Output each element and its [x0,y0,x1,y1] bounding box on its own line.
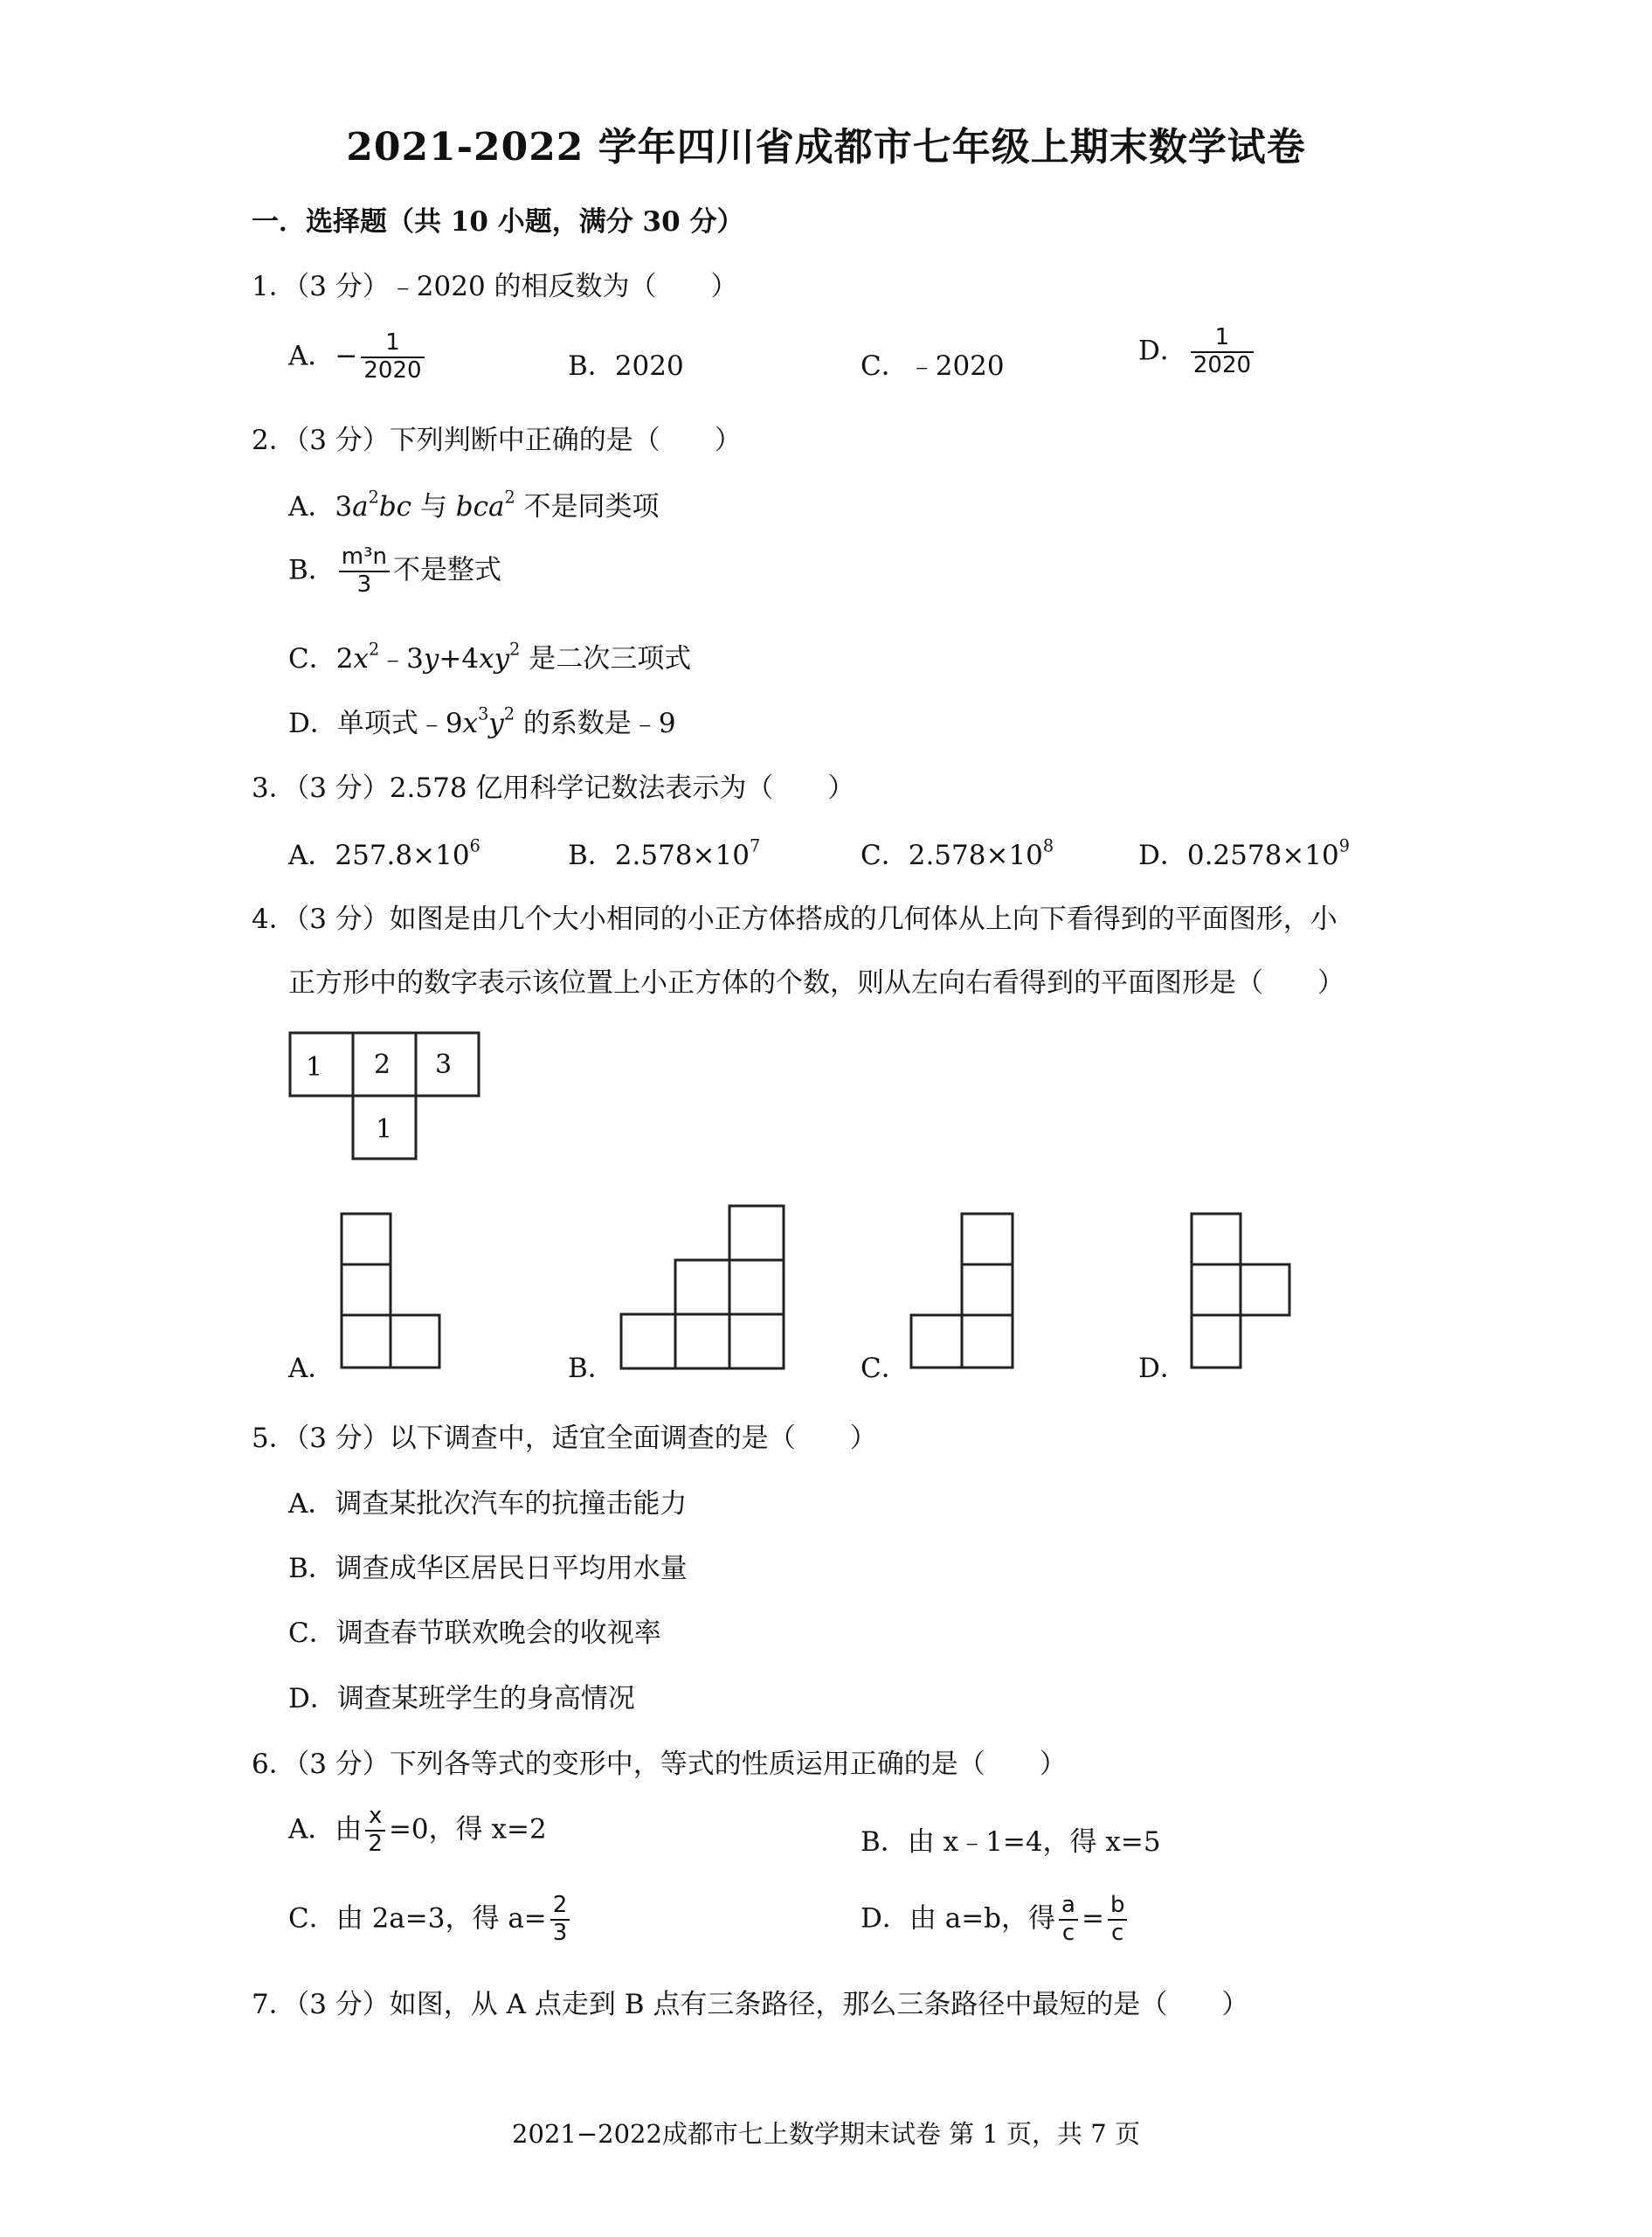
question-2-option-b: B． $\frac{\text{m³n}}{3}$ 不是整式 [288,544,502,598]
fraction: $\frac{x}{2}$ [365,1804,385,1858]
question-5-stem: 5．（3 分）以下调查中，适宜全面调查的是（ ） [252,1423,877,1454]
question-3-option-b: B．$2.578\times 10^7$ [568,835,761,871]
question-1-stem: 1．（3 分）﹣2020 的相反数为（ ） [252,271,738,302]
question-4-option-c-figure [909,1211,1018,1373]
question-4-option-c-label: C． [861,1353,909,1384]
question-2-stem: 2．（3 分）下列判断中正确的是（ ） [252,425,742,456]
question-1-option-b: B．2020 [568,350,684,382]
question-3-option-c: C．$2.578\times 10^8$ [861,835,1054,871]
question-3-stem: 3．（3 分）2.578 亿用科学记数法表示为（ ） [252,772,855,804]
question-4-option-a-figure [339,1211,444,1373]
question-2-option-d: D．单项式$﹣9x^3y^2$ 的系数是﹣9 [288,703,676,739]
question-4-option-d-figure [1189,1211,1294,1373]
question-5-option-d: D．调查某班学生的身高情况 [288,1683,635,1714]
question-6-stem: 6．（3 分）下列各等式的变形中，等式的性质运用正确的是（ ） [252,1749,1067,1780]
question-7-stem: 7．（3 分）如图，从 A 点走到 B 点有三条路径，那么三条路径中最短的是（ ） [252,1989,1249,2020]
question-6-option-d: D．由 a=b，得 $\frac{a}{c}$ = $\frac{b}{c}$ [861,1893,1130,1947]
fraction: $\frac{1}{2020}$ [1191,325,1254,379]
grid-number: 1 [376,1114,393,1145]
question-4-option-b-label: B． [568,1353,615,1384]
question-2-option-a: A．$3a^2bc$ 与 bca$^2$ 不是同类项 [288,487,660,523]
question-1-option-c: C．﹣2020 [861,350,1005,382]
question-2-option-c: C．$2x^2﹣3y+4xy^2$ 是二次三项式 [288,639,692,675]
question-6-option-a: A．由 $\frac{x}{2}$ =0，得 x=2 [288,1803,547,1857]
question-1-option-a: A．− $\frac{1}{2020}$ [288,330,428,384]
fraction: $\frac{\text{m³n}}{3}$ [339,544,390,599]
question-4-stem-line-2: 正方形中的数字表示该位置上小正方体的个数，则从左向右看得到的平面图形是（ ） [288,967,1344,999]
question-4-stem-line-1: 4．（3 分）如图是由几个大小相同的小正方体搭成的几何体从上向下看得到的平面图形，小 [252,904,1337,935]
section-heading: 一．选择题（共 10 小题，满分 30 分） [252,206,744,238]
question-5-option-a: A．调查某批次汽车的抗撞击能力 [288,1488,688,1520]
question-3-option-a: A．$257.8\times 10^6$ [288,835,480,871]
top-view-grid-figure [287,1029,487,1169]
question-6-option-c: C．由 2a=3，得 a= $\frac{2}{3}$ [288,1893,573,1947]
fraction: $\frac{a}{c}$ [1059,1893,1078,1947]
fraction: $\frac{1}{2020}$ [361,330,424,384]
question-5-option-b: B．调查成华区居民日平均用水量 [288,1553,688,1584]
question-6-option-b: B．由 x﹣1=4，得 x=5 [861,1826,1161,1858]
fraction: $\frac{2}{3}$ [550,1893,570,1947]
question-4-option-d-label: D． [1138,1353,1187,1384]
question-4-option-b-figure [619,1203,789,1374]
grid-number: 2 [374,1049,391,1080]
question-3-option-d: D．$0.2578\times 10^9$ [1138,835,1350,871]
question-4-option-a-label: A． [288,1353,335,1384]
question-5-option-c: C．调查春节联欢晚会的收视率 [288,1617,661,1649]
page-title: 2021-2022 学年四川省成都市七年级上期末数学试卷 [346,125,1306,170]
grid-number: 1 [306,1052,323,1083]
page-footer: 2021−2022成都市七上数学期末试卷 第 1 页，共 7 页 [512,2119,1140,2149]
question-1-option-d: D． $\frac{1}{2020}$ [1138,325,1257,379]
grid-number: 3 [435,1049,453,1080]
fraction: $\frac{b}{c}$ [1108,1893,1128,1947]
